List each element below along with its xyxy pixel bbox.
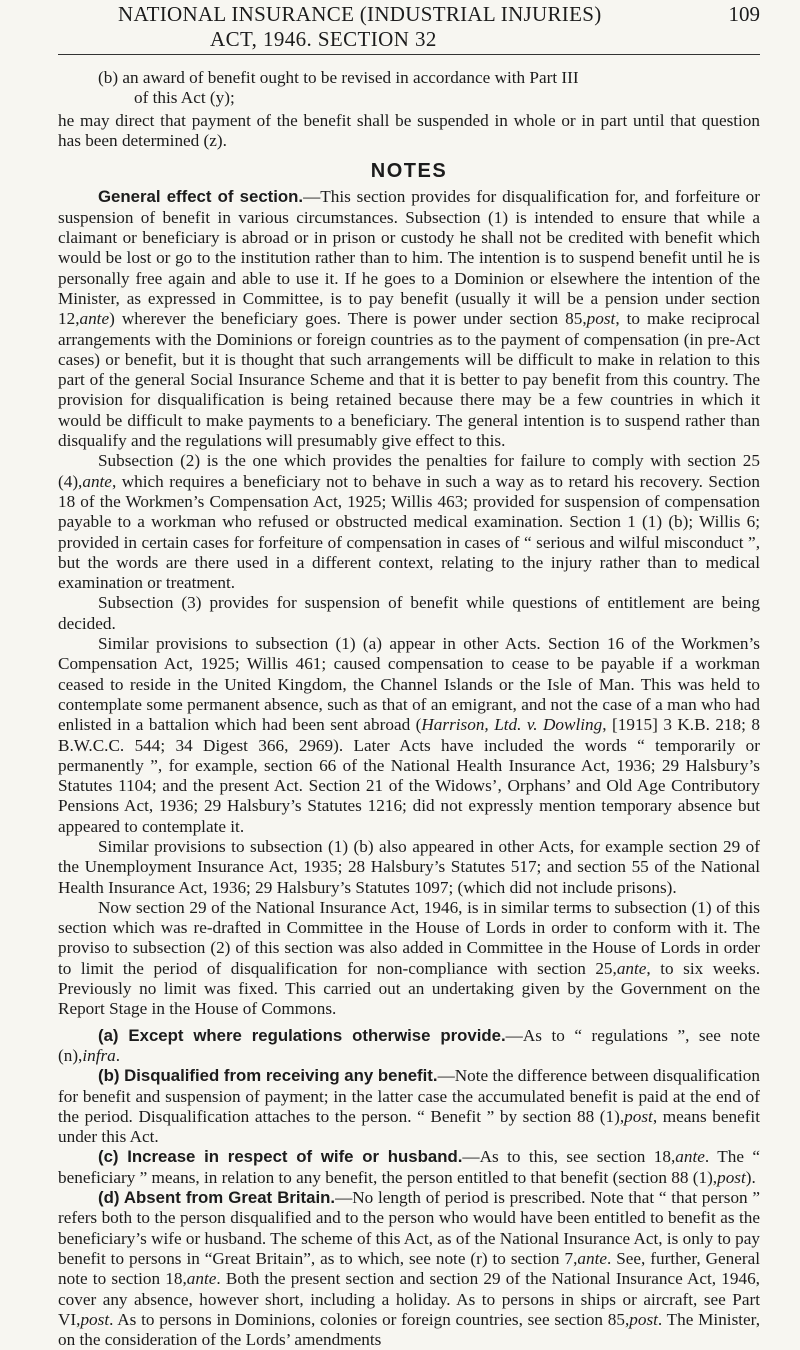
note-national-insurance-act: Now section 29 of the National Insurance Act, 1946, is in similar terms to subsection (1) of this section which was re-drafted in Committee in the House of Lords in order to conform with it. The proviso to subsection (2) of this section was also added in Committee in the House of Lords in order to limit the period of disqualification for non-compliance with section 25,ante, to six weeks. Previously no limit was fixed. This carried out an undertaking given by the Government on the Report Stage in the House of Commons. bbox=[58, 897, 760, 1019]
header-rule bbox=[58, 54, 760, 55]
note-heading: (a) Except where regulations otherwise provide. bbox=[98, 1025, 506, 1045]
note-similar-provisions-1a: Similar provisions to subsection (1) (a) appear in other Acts. Section 16 of the Workmen’s Compensation Act, 1925; Willis 461; caused compensation to cease to be payable if a workman ceased to reside in the United Kingdom, the Channel Islands or the Isle of Man. This was held to contemplate some permanent absence, such as that of an emigrant, and not the case of a man who had enlisted in a battalion which had been sent abroad (Harrison, Ltd. v. Dowling, [1915] 3 K.B. 218; 8 B.W.C.C. 544; 34 Digest 366, 2969). Later Acts have included the words “ temporarily or permanently ”, for example, section 66 of the National Health Insurance Act, 1936; 29 Halsbury’s Statutes 1104; and the present Act. Section 21 of the Widows’, Orphans’ and Old Age Contributory Pensions Act, 1936; 29 Halsbury’s Statutes 1216; did not expressly mention temporary absence but appeared to contemplate it. bbox=[58, 634, 760, 836]
provision-item-b-line2: of this Act (y); bbox=[134, 88, 235, 108]
header-title: NATIONAL INSURANCE (INDUSTRIAL INJURIES) bbox=[118, 2, 602, 26]
note-a: (a) Except where regulations otherwise provide.—As to “ regulations ”, see note (n),infra. bbox=[58, 1025, 761, 1065]
note-b: (b) Disqualified from receiving any benefit.—Note the difference between disqualification for benefit and suspension of payment; in the latter case the accumulated benefit is paid at the end of the period. Disqualification attaches to the person. “ Benefit ” by section 88 (1),post, means benefit under this Act. bbox=[58, 1066, 760, 1147]
note-heading: General effect of section. bbox=[98, 187, 304, 207]
note-subsection-3: Subsection (3) provides for suspension of benefit while questions of entitlement are being decided. bbox=[58, 593, 760, 633]
note-subsection-2: Subsection (2) is the one which provides the penalties for failure to comply with section 25 (4),ante, which requires a beneficiary not to behave in such a way as to retard his recovery. Section 18 of the Workmen’s Compensation Act, 1925; Willis 463; provided for suspension of compensation payable to a workman who refused or obstructed medical examination. Section 1 (1) (b); Willis 6; provided in certain cases for forfeiture of compensation in cases of “ serious and wilful misconduct ”, but the words are there used in a different context, relating to the injury rather than to medical examination or treatment. bbox=[58, 451, 760, 593]
running-header bbox=[58, 0, 760, 62]
header-section: ACT, 1946. SECTION 32 bbox=[210, 27, 437, 51]
document-body bbox=[58, 68, 760, 1350]
provision-item-b bbox=[58, 68, 760, 109]
notes-heading: NOTES bbox=[370, 160, 448, 183]
note-c: (c) Increase in respect of wife or husband.—As to this, see section 18,ante. The “ beneficiary ” means, in relation to any benefit, the person entitled to that benefit (section 88 (1),post). bbox=[58, 1147, 760, 1187]
provision-continuation: he may direct that payment of the benefit shall be suspended in whole or in part until that question has been determined (z). bbox=[58, 110, 760, 150]
case-citation: Harrison, Ltd. v. Dowling bbox=[421, 715, 603, 735]
note-heading: (d) Absent from Great Britain. bbox=[98, 1188, 336, 1208]
note-general-effect: General effect of section.—This section provides for disqualification for, and forfeiture or suspension of benefit in various circumstances. Subsection (1) is intended to ensure that while a claimant or beneficiary is abroad or in prison or custody he shall not be credited with benefit which would be lost or go to the institution rather than to him. The intention is to suspend benefit until he is personally free again and able to use it. If he goes to a Dominion or elsewhere the intention of the Minister, as expressed in Committee, is to pay benefit (usually it will be a pension under section 12,ante) wherever the beneficiary goes. There is power under section 85,post, to make reciprocal arrangements with the Dominions or foreign countries as to the payment of compensation (in pre-Act cases) or benefit, but it is thought that such arrangements will be difficult to make in relation to this part of the general Social Insurance Scheme and that it is better to pay benefit from this country. The provision for disqualification is being retained because there may be a few countries in which it would be difficult to make payments to a beneficiary. The general intention is to suspend rather than disqualify and the regulations will presumably give effect to this. bbox=[58, 187, 760, 451]
note-similar-provisions-1b: Similar provisions to subsection (1) (b) also appeared in other Acts, for example section 29 of the Unemployment Insurance Act, 1935; 28 Halsbury’s Statutes 517; and section 55 of the National Health Insurance Act, 1936; 29 Halsbury’s Statutes 1097; (which did not include prisons). bbox=[58, 836, 760, 897]
note-heading: (c) Increase in respect of wife or husband. bbox=[98, 1147, 463, 1167]
provision-item-b-line1: (b) an award of benefit ought to be revised in accordance with Part III bbox=[98, 68, 579, 87]
page-number: 109 bbox=[728, 2, 760, 26]
note-d: (d) Absent from Great Britain.—No length of period is prescribed. Note that “ that person ” refers both to the person disqualified and to the person who would have been entitled to benefit as the beneficiary’s wife or husband. The scheme of this Act, as of the National Insurance Act, is only to pay benefit to persons in “Great Britain”, as to which, see note (r) to section 7,ante. See, further, General note to section 18,ante. Both the present section and section 29 of the National Insurance Act, 1946, cover any absence, however short, including a holiday. As to persons in ships or aircraft, see Part VI,post. As to persons in Dominions, colonies or foreign countries, see section 85,post. The Minister, on the consideration of the Lords’ amendments bbox=[58, 1188, 761, 1350]
note-heading: (b) Disqualified from receiving any benefit. bbox=[98, 1066, 438, 1086]
